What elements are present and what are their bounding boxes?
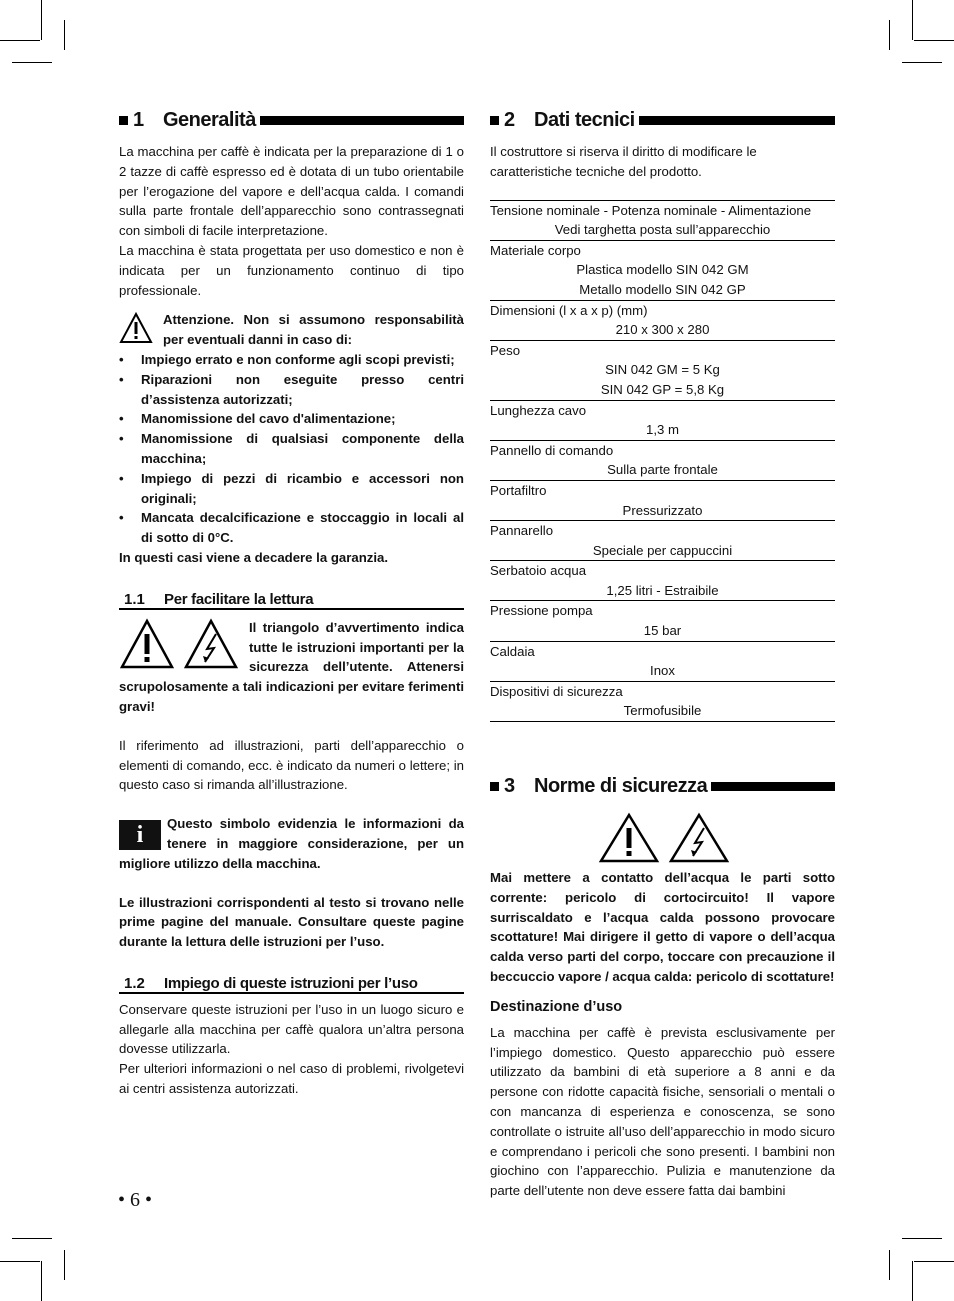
crop-mark [902,1238,942,1239]
crop-mark [914,40,954,41]
row-value: SIN 042 GP = 5,8 Kg [600,381,725,397]
crop-mark [902,62,942,63]
list-item: • Riparazioni non eseguite presso centri d’assistenza autorizzati; [119,370,464,410]
paragraph: La macchina è stata progettata per uso domestico e non è indicata per un funzionamento continuo di tipo professionale. [119,242,464,298]
heading-square-icon [490,782,499,791]
section-heading-dati-tecnici [490,108,835,132]
row-label: Caldaia [490,643,535,659]
heading-number: 2 [504,108,516,131]
row-label: Pressione pompa [490,603,593,619]
row-label: Serbatoio acqua [490,563,587,579]
subsection-number: 1.2 [124,974,145,992]
list-item: • Manomissione del cavo d'alimentazione; [119,409,464,429]
crop-mark [912,0,913,40]
table-row [490,521,835,561]
heading-number: 3 [504,774,516,797]
table-row [490,241,835,301]
page-number: • 6 • [118,1189,153,1211]
row-label: Dimensioni (l x a x p) (mm) [490,302,648,318]
triangle-note-text: Il triangolo d’avvertimento indica tutte le istruzioni importanti per la sicurezza dell’utente. Attenersi scrupolosamente a tali indicazioni per evitare ferimenti gravi! [119,619,464,714]
crop-mark [889,20,890,50]
table-row [490,481,835,521]
row-value: Vedi targhetta posta sull’apparecchio [554,222,771,238]
row-value: Termofusibile [623,703,702,719]
heading-bar [639,116,835,125]
warning-list [119,350,464,548]
info-note [119,814,464,873]
list-item: • Impiego errato e non conforme agli scopi previsti; [119,350,464,370]
subsection-title: Impiego di queste istruzioni per l’uso [164,974,418,992]
list-item: • Manomissione di qualsiasi componente della macchina; [119,429,464,469]
table-row [490,601,835,641]
paragraph: La macchina per caffè è prevista esclusivamente per l’impiego domestico. Questo apparecchio può essere utilizzato da bambini di età superiore a 8 anni e da persone con ridotte capacità fisiche, sensoriali o mentali o con mancanza di esperienza e conoscenza, se sono controllate o istruite all’uso dell’apparecchio in modo sicuro e comprendano i pericoli che sono presenti. I bambini non giochino con l’apparecchio. Pulizia e manutenzione da parte dell’utente non deve essere fatta dai bambini [490,1024,835,1199]
crop-mark [0,1261,40,1262]
subsection-heading-1-1 [119,586,464,610]
safety-warning: Mai mettere a contatto dell’acqua le parti sotto corrente: pericolo di cortocircuito! Il vapore surriscaldato e l’acqua calda possono provocare scottature! Mai dirigere il getto di vapore o dell’acqua calda verso parti del corpo, toccare con precauzione il beccuccio vapore / acqua calda: pericolo di scottature! [490,870,835,985]
info-note-text: Questo simbolo evidenzia le informazioni da tenere in maggiore considerazione, per un migliore utilizzo della macchina. [119,816,464,871]
row-value: Pressurizzato [622,502,703,518]
paragraph: Le illustrazioni corrispondenti al testo si trovano nelle prime pagine del manuale. Consultare queste pagine durante la lettura delle istruzioni per l’uso. [119,894,464,950]
row-label: Pannarello [490,523,554,539]
list-item: • Mancata decalcificazione e stoccaggio in locali al di sotto di 0°C. [119,508,464,548]
paragraph: Per ulteriori informazioni o nel caso di problemi, rivolgetevi ai centri assistenza autorizzati. [119,1061,464,1097]
crop-mark [64,20,65,50]
row-label: Peso [490,342,521,358]
table-row [490,201,835,241]
triangle-note [119,618,464,717]
table-row [490,561,835,601]
crop-mark [12,62,52,63]
row-value: Speciale per cappuccini [592,542,733,558]
table-row [490,441,835,481]
row-value: Sulla parte frontale [607,462,718,478]
row-label: Portafiltro [490,482,547,498]
crop-mark [889,1250,890,1280]
subsection-heading-1-2 [119,970,464,994]
crop-mark [912,1261,913,1301]
heading-title: Norme di sicurezza [534,774,708,797]
warranty-note: In questi casi viene a decadere la garanzia. [119,549,389,565]
crop-mark [12,1238,52,1239]
row-label: Materiale corpo [490,242,581,258]
list-item: • Impiego di pezzi di ricambio e accessori non originali; [119,469,464,509]
table-row [490,341,835,401]
crop-mark [41,0,42,40]
warning-triangle-icon [119,618,175,670]
heading-number: 1 [133,108,145,131]
warning-block [119,310,464,567]
row-label: Lunghezza cavo [490,402,587,418]
electric-hazard-icon [183,618,239,670]
section-heading-generalita [119,108,464,132]
crop-mark [0,40,40,41]
row-value: Plastica modello SIN 042 GM [576,262,749,278]
table-row [490,401,835,441]
row-label: Tensione nominale - Potenza nominale - Alimentazione [490,202,812,218]
paragraph: La macchina per caffè è indicata per la preparazione di 1 o 2 tazze di caffè espresso ed è dotata di un tubo orientabile per l’erogazione del vapore e dell’acqua calda. I comandi sulla parte frontale dell’apparecchio sono contrassegnati con simboli di facile interpretazione. [119,144,464,239]
row-value: 15 bar [643,623,682,639]
crop-mark [41,1261,42,1301]
crop-mark [64,1250,65,1280]
paragraph: Il costruttore si riserva il diritto di modificare le caratteristiche tecniche del prodotto. [490,144,757,179]
row-label: Dispositivi di sicurezza [490,683,623,699]
heading-title: Generalità [163,108,256,131]
tech-data-table [490,200,835,722]
warning-triangle-icon [119,312,153,344]
row-value: 210 x 300 x 280 [615,322,710,338]
row-value: Inox [650,663,675,679]
row-value: 1,25 litri - Estraibile [606,582,719,598]
left-column [119,108,464,1099]
row-value: SIN 042 GM = 5 Kg [605,362,720,378]
paragraph: Conservare queste istruzioni per l’uso in un luogo sicuro e allegarle alla macchina per caffè qualora un’altra persona dovesse utilizzarla. [119,1001,464,1057]
subsection-number: 1.1 [124,590,145,608]
row-value: 1,3 m [646,422,679,438]
section-heading-norme-sicurezza [490,774,835,798]
paragraph: Il riferimento ad illustrazioni, parti dell’apparecchio o elementi di comando, ecc. è indicato da numeri o lettere; in questo caso si rimanda all’illustrazione. [119,737,464,793]
electric-hazard-icon [668,812,730,864]
heading-bar [711,782,835,791]
heading-square-icon [119,116,128,125]
heading-bar [260,116,464,125]
heading-title: Dati tecnici [534,108,635,131]
table-row [490,682,835,722]
subsection-title: Per facilitare la lettura [164,590,314,608]
row-label: Pannello di comando [490,442,614,458]
row-value: Metallo modello SIN 042 GP [579,281,746,297]
warning-intro: Attenzione. Non si assumono responsabilità per eventuali danni in caso di: [163,312,464,348]
triangle-icons [119,618,239,670]
table-row [490,642,835,682]
heading-square-icon [490,116,499,125]
table-row [490,301,835,341]
crop-mark [914,1261,954,1262]
warning-triangle-icon [598,812,660,864]
right-column [490,108,835,1201]
safety-icons [490,812,835,864]
subsection-title-destinazione: Destinazione d’uso [490,998,623,1015]
info-icon: i [119,820,161,850]
